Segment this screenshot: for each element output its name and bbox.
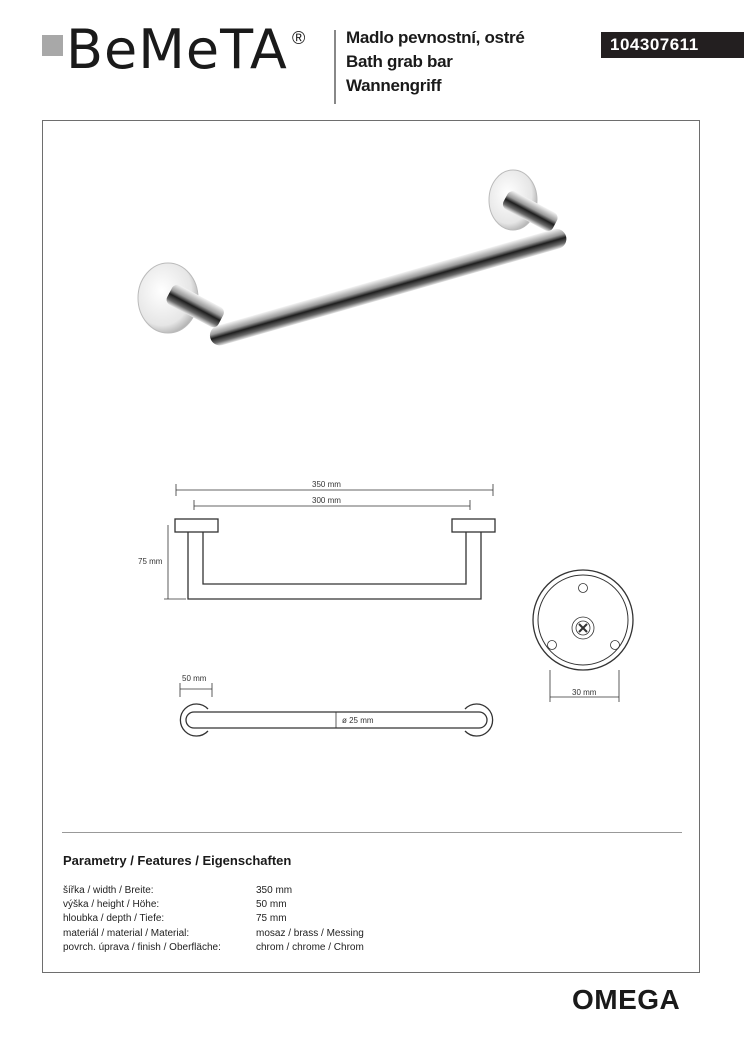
bar-inner xyxy=(203,532,466,584)
feature-row xyxy=(63,898,364,912)
side-right-rosette xyxy=(465,704,493,736)
dim-inner-width: 300 mm xyxy=(312,496,341,505)
logo-square xyxy=(42,35,63,56)
feature-value: chrom / chrome / Chrom xyxy=(256,941,364,953)
dim-rosette-size: 30 mm xyxy=(572,688,597,697)
feature-row xyxy=(63,884,364,898)
registered-mark: ® xyxy=(292,28,306,48)
title-cz: Madlo pevnostní, ostré xyxy=(346,28,525,47)
feature-row xyxy=(63,912,364,926)
right-flange xyxy=(452,519,495,532)
logo-text: BeMeTA xyxy=(66,18,288,81)
features-title: Parametry / Features / Eigenschaften xyxy=(63,853,292,868)
feature-row xyxy=(63,927,364,941)
dim-depth: 75 mm xyxy=(138,557,163,566)
feature-label: materiál / material / Material: xyxy=(63,927,190,939)
features-table xyxy=(63,884,364,955)
dim-rosette-width: 50 mm xyxy=(182,674,207,683)
technical-drawing xyxy=(130,470,650,760)
product-titles xyxy=(346,26,525,98)
dim-total-width: 350 mm xyxy=(312,480,341,489)
feature-label: povrch. úprava / finish / Oberfläche: xyxy=(63,941,221,953)
feature-label: hloubka / depth / Tiefe: xyxy=(63,913,165,925)
brand-logo xyxy=(42,18,312,81)
title-de: Wannengriff xyxy=(346,76,442,95)
side-left-rosette xyxy=(180,704,208,736)
bar-outer xyxy=(188,532,481,599)
rosette-hole-right xyxy=(611,641,620,650)
feature-value: 75 mm xyxy=(256,913,287,925)
product-photo xyxy=(128,158,578,348)
feature-label: šířka / width / Breite: xyxy=(63,885,154,896)
feature-row xyxy=(63,941,364,955)
side-bar xyxy=(186,712,487,728)
feature-value: mosaz / brass / Messing xyxy=(256,927,364,939)
rosette-inner xyxy=(538,575,628,665)
product-code-badge: 104307611 xyxy=(601,32,744,58)
title-en: Bath grab bar xyxy=(346,52,453,71)
left-flange xyxy=(175,519,218,532)
header-divider xyxy=(334,30,336,104)
rosette-hole-top xyxy=(579,584,588,593)
feature-value: 50 mm xyxy=(256,899,287,911)
feature-label: výška / height / Höhe: xyxy=(63,899,160,911)
series-name: OMEGA xyxy=(572,984,681,1015)
grab-bar-tube xyxy=(208,227,569,348)
dim-tube-diameter: ø 25 mm xyxy=(342,716,374,725)
features-divider xyxy=(62,832,682,833)
rosette-outer xyxy=(533,570,633,670)
feature-value: 350 mm xyxy=(256,885,293,896)
rosette-hole-left xyxy=(548,641,557,650)
